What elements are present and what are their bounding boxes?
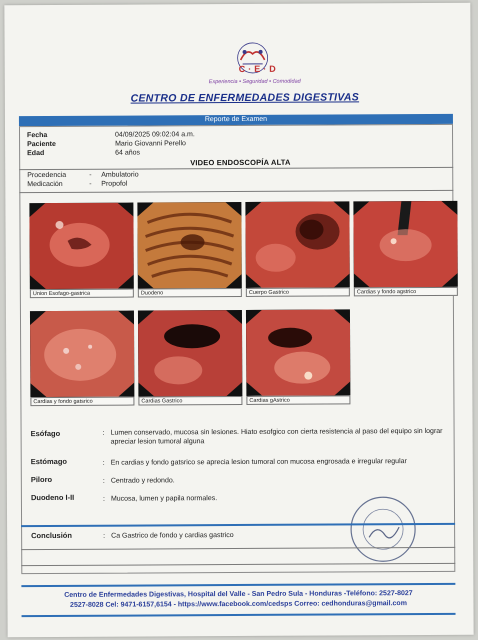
footer-line-1: Centro de Enfermedades Digestivas, Hospital del Valle - San Pedro Sula - Honduras -Teléfono: 2527-8027 [64,590,413,599]
colon-sep: : [102,495,105,503]
image-caption: Cardias gAstrico [246,395,350,405]
endoscopy-image-card [137,202,241,298]
endoscopy-image [245,201,349,288]
origin-label: Procedencia [27,171,67,180]
colon-sep: : [102,459,105,467]
endoscopy-image [30,311,134,398]
endoscopy-image-card [245,201,349,297]
medication-sep: - [89,180,92,188]
endoscopy-image-card [138,310,242,406]
study-title: VIDEO ENDOSCOPÍA ALTA [190,157,291,168]
stomach-text: En cardias y fondo gatsrico se aprecia lesion tumoral con mucosa engrosada e irregular regular [110,458,407,467]
medication-label: Medicación [27,180,63,189]
pylorus-label: Piloro [30,474,53,485]
origin-value: Ambulatorio [101,171,139,179]
report-bar: Reporte de Examen [19,114,453,126]
pylorus-text: Centrado y redondo. [110,477,175,485]
duodenum-label: Duodeno I-II [30,492,75,503]
endoscopy-image-card [29,203,133,299]
endoscopy-image [246,309,350,396]
image-caption: Cardias Gastrico [138,396,242,406]
conclusion-label: Conclusión [31,530,72,541]
esophagus-label: Esófago [30,428,61,439]
patient-label: Paciente [27,140,56,149]
colon-sep: : [103,532,106,540]
date-value: 04/09/2025 09:02:04 a.m. [115,131,195,139]
stomach-label: Estómago [30,456,68,467]
image-caption: Cardias y fondo gatsrico [30,397,134,407]
logo-letters: C·E·D [238,63,279,74]
endoscopy-image [138,310,242,397]
image-caption: Union Esofago-gastrica [30,289,134,299]
age-label: Edad [27,150,45,158]
endoscopy-image [137,202,241,289]
footer-line-2: 2527-8028 Cel: 9471-6157,6154 - https://www.facebook.com/cedsps Correo: cedhonduras@gmail.com [70,600,407,609]
medication-value: Propofol [101,180,128,188]
endoscopy-image-card [30,311,134,407]
esophagus-text: Lumen conservado, mucosa sin lesiones. Hiato esofgico con cierta resistencia al paso del equipo sin lograr apreciar lesion tumoral alguna [110,427,443,446]
endoscopy-image-card [353,201,457,297]
footer [27,589,449,611]
clinic-title: CENTRO DE ENFERMEDADES DIGESTIVAS [130,91,360,105]
origin-sep: - [89,171,92,179]
endoscopy-image [353,201,457,288]
patient-value: Mario Giovanni Perello [115,140,186,148]
colon-sep: : [102,477,105,485]
report-sheet [4,3,473,637]
footer-rule [22,613,456,617]
endoscopy-image-card [246,309,350,405]
endoscopy-image [29,203,133,290]
conclusion-text: Ca Gastrico de fondo y cardias gastrico [111,532,234,540]
image-caption: Duodeno [138,288,242,298]
duodenum-text: Mucosa, lumen y papila normales. [110,495,218,503]
image-caption: Cuerpo Gastrico [246,287,350,297]
age-value: 64 años [115,149,141,157]
tagline: Experiencia • Seguridad • Comodidad [208,78,301,86]
doctor-stamp [347,493,419,565]
footer-rule [21,583,455,587]
date-label: Fecha [27,132,48,140]
colon-sep: : [102,429,105,437]
image-caption: Cardias y fondo agstrico [354,287,458,297]
